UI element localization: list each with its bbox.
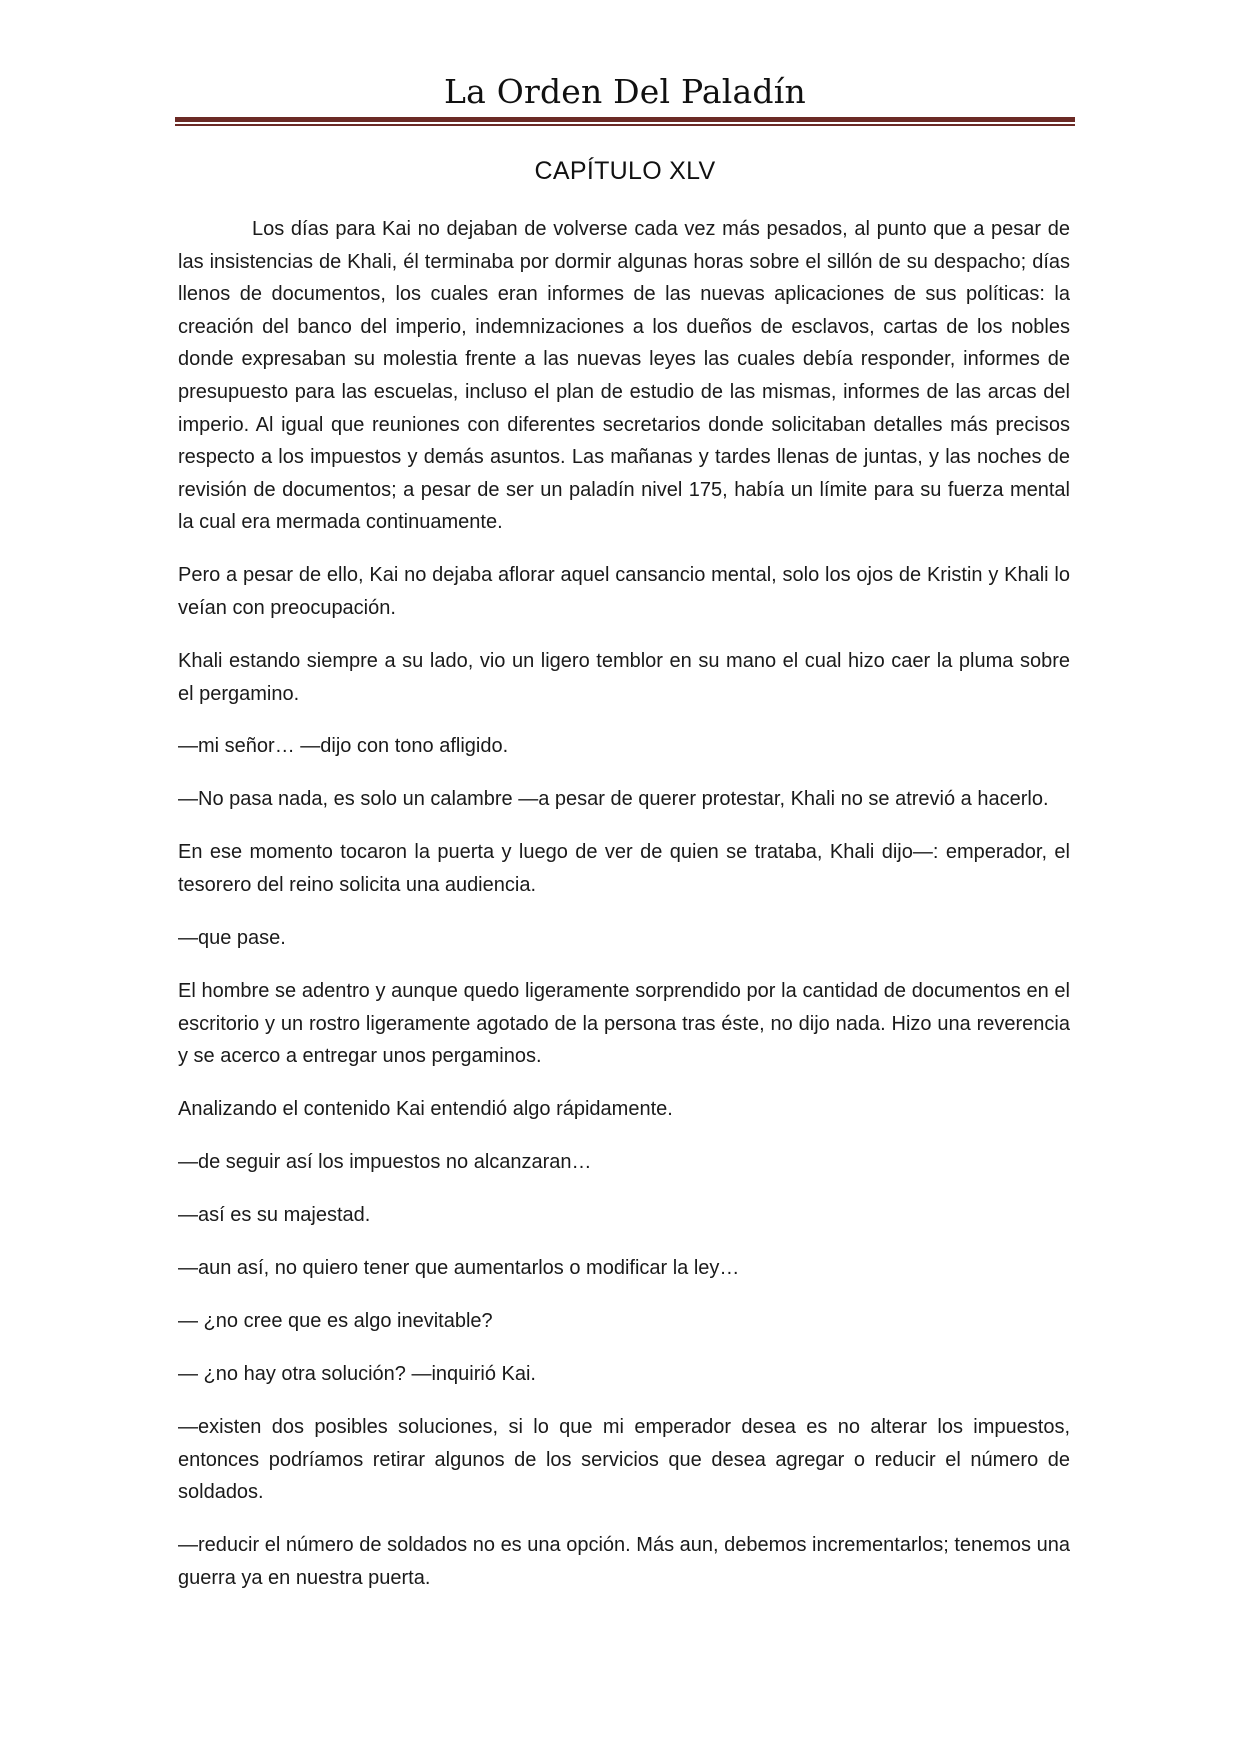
- paragraph-14: — ¿no hay otra solución? —inquirió Kai.: [178, 1363, 536, 1386]
- paragraph-11: —así es su majestad.: [178, 1204, 371, 1227]
- chapter-title: CAPÍTULO XLV: [534, 157, 716, 185]
- paragraph-3: Khali estando siempre a su lado, vio un ligero temblor en su mano el cual hizo caer la pluma sobre el pergamino.: [178, 649, 1070, 705]
- header-rule-thick: [175, 117, 1075, 122]
- paragraph-10: —de seguir así los impuestos no alcanzaran…: [178, 1151, 592, 1174]
- paragraph-8: El hombre se adentro y aunque quedo ligeramente sorprendido por la cantidad de documentos en el escritorio y un rostro ligeramente agotado de la persona tras éste, no dijo nada. Hizo una reverencia y se acerco a entregar unos pergaminos.: [178, 980, 1070, 1068]
- paragraph-15: —existen dos posibles soluciones, si lo que mi emperador desea es no alterar los impuestos, entonces podríamos retirar algunos de los servicios que desea agregar o reducir el número de soldados.: [178, 1416, 1070, 1504]
- paragraph-12: —aun así, no quiero tener que aumentarlos o modificar la ley…: [178, 1257, 740, 1280]
- body-text: [178, 213, 1070, 1615]
- paragraph-5: —No pasa nada, es solo un calambre —a pesar de querer protestar, Khali no se atrevió a hacerlo.: [178, 788, 1049, 811]
- paragraph-16: —reducir el número de soldados no es una opción. Más aun, debemos incrementarlos; tenemos una guerra ya en nuestra puerta.: [178, 1534, 1070, 1589]
- paragraph-7: —que pase.: [178, 927, 286, 950]
- paragraph-13: — ¿no cree que es algo inevitable?: [178, 1310, 493, 1333]
- paragraph-4: —mi señor… —dijo con tono afligido.: [178, 735, 509, 758]
- paragraph-1: Los días para Kai no dejaban de volverse cada vez más pesados, al punto que a pesar de las insistencias de Khali, él terminaba por dormir algunas horas sobre el sillón de su despacho; días llenos de documentos, los cuales eran informes de las nuevas aplicaciones de sus políticas: la creación del banco del imperio, indemnizaciones a los dueños de esclavos, cartas de los nobles donde expresaban su molestia frente a las nuevas leyes las cuales debía responder, informes de presupuesto para las escuelas, incluso el plan de estudio de las mismas, informes de las arcas del imperio. Al igual que reuniones con diferentes secretarios donde solicitaban detalles más precisos respecto a los impuestos y demás asuntos. Las mañanas y tardes llenas de juntas, y las noches de revisión de documentos; a pesar de ser un paladín nivel 175, había un límite para su fuerza mental la cual era mermada continuamente.: [178, 218, 1070, 534]
- header-rule-thin: [175, 124, 1075, 126]
- paragraph-6: En ese momento tocaron la puerta y luego de ver de quien se trataba, Khali dijo—: emperador, el tesorero del reino solicita una audiencia.: [178, 841, 1070, 897]
- running-header-title: La Orden Del Paladín: [444, 72, 806, 111]
- header-double-rule: [175, 117, 1075, 126]
- paragraph-2: Pero a pesar de ello, Kai no dejaba aflorar aquel cansancio mental, solo los ojos de Kristin y Khali lo veían con preocupación.: [178, 564, 1070, 619]
- paragraph-9: Analizando el contenido Kai entendió algo rápidamente.: [178, 1098, 673, 1121]
